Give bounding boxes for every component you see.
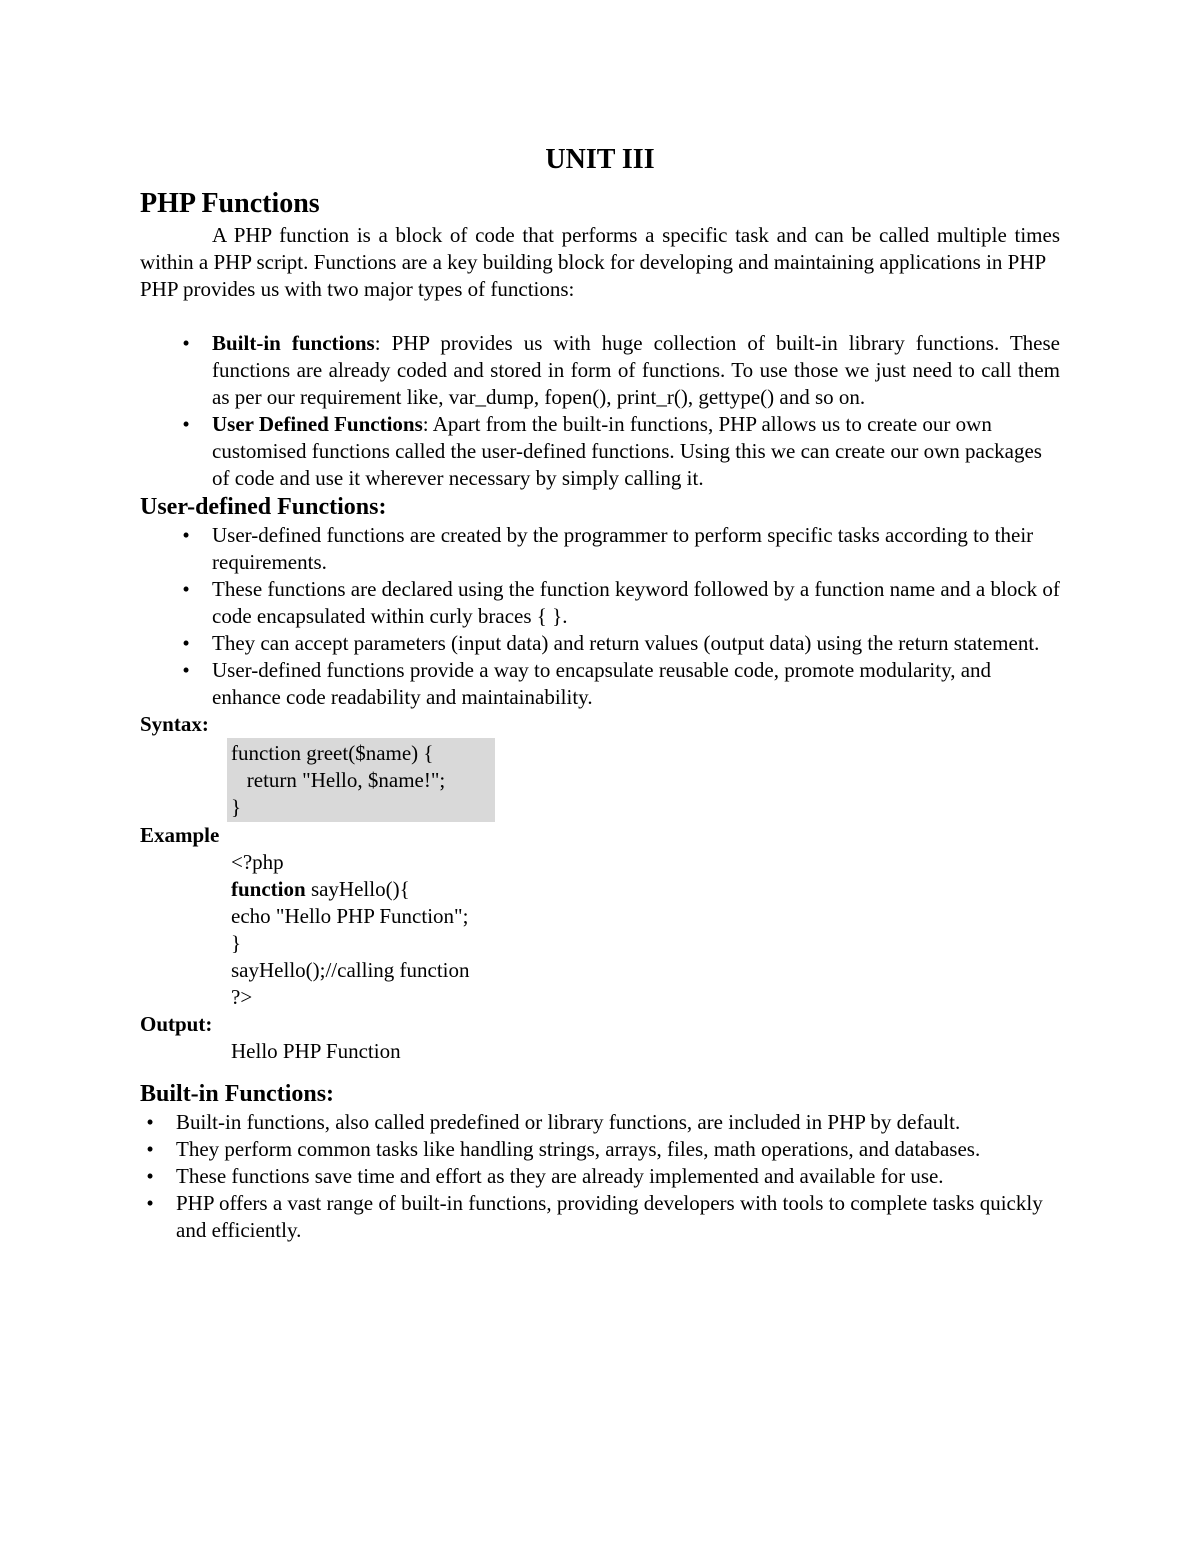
document-page bbox=[140, 140, 1060, 1244]
bullet-icon: • bbox=[182, 577, 190, 601]
list-item bbox=[176, 522, 1060, 576]
text-user-defined: : Apart from the built-in functions, PHP allows us to create our own customised functions called the user-defined functions. Using this we can create our own packages of code and use it wherever necessary by simply calling it. bbox=[212, 412, 1042, 490]
types-intro: PHP provides us with two major types of functions: bbox=[140, 277, 575, 301]
code-line: ?> bbox=[231, 985, 253, 1009]
unit-title: UNIT III bbox=[545, 144, 655, 175]
bullet-icon: • bbox=[146, 1137, 154, 1161]
output-label: Output: bbox=[140, 1012, 213, 1036]
bullet-icon: • bbox=[182, 331, 190, 355]
list-item-text: PHP offers a vast range of built-in functions, providing developers with tools to complete tasks quickly and efficiently. bbox=[176, 1191, 1043, 1242]
code-line: function greet($name) { bbox=[231, 741, 434, 765]
builtin-list bbox=[140, 1109, 1060, 1244]
list-item bbox=[176, 657, 1060, 711]
term-builtin: Built-in functions bbox=[212, 331, 375, 355]
text-builtin: : PHP provides us with huge collection of built-in library functions. These functions are already coded and stored in form of functions. To use those we just need to call them as per our requirement like, var_dump, fopen(), print_r(), gettype() and so on. bbox=[212, 331, 1060, 409]
list-item-text: Built-in functions, also called predefined or library functions, are included in PHP by default. bbox=[176, 1110, 961, 1134]
code-text: sayHello(){ bbox=[305, 877, 410, 901]
output-value: Hello PHP Function bbox=[231, 1039, 401, 1063]
list-item-text: They perform common tasks like handling strings, arrays, files, math operations, and databases. bbox=[176, 1137, 981, 1161]
bullet-icon: • bbox=[182, 631, 190, 655]
example-label: Example bbox=[140, 823, 220, 847]
list-item-text: These functions save time and effort as they are already implemented and available for use. bbox=[176, 1164, 944, 1188]
syntax-code-block bbox=[227, 738, 495, 822]
code-line bbox=[231, 876, 1060, 903]
list-item-user-defined-type bbox=[176, 411, 1060, 492]
example-code-block bbox=[231, 849, 1060, 1011]
code-keyword: function bbox=[231, 877, 306, 901]
code-line: } bbox=[231, 795, 242, 819]
list-item-text: They can accept parameters (input data) and return values (output data) using the return statement. bbox=[212, 631, 1040, 655]
bullet-icon: • bbox=[182, 412, 190, 436]
list-item bbox=[140, 1136, 1060, 1163]
code-line: <?php bbox=[231, 850, 284, 874]
bullet-icon: • bbox=[182, 523, 190, 547]
code-line: sayHello();//calling function bbox=[231, 958, 470, 982]
heading-builtin: Built-in Functions: bbox=[140, 1081, 335, 1107]
syntax-label: Syntax: bbox=[140, 712, 209, 736]
heading-user-defined: User-defined Functions: bbox=[140, 494, 387, 520]
list-item bbox=[140, 1190, 1060, 1244]
bullet-icon: • bbox=[146, 1110, 154, 1134]
intro-paragraph: A PHP function is a block of code that performs a specific task and can be called multiple times within a PHP script. Functions are a key building block for developing and maintaining applications in PHP bbox=[140, 223, 1060, 274]
list-item bbox=[140, 1109, 1060, 1136]
list-item-text: These functions are declared using the function keyword followed by a function name and a block of code encapsulated within curly braces { }. bbox=[212, 577, 1060, 628]
code-line: echo "Hello PHP Function"; bbox=[231, 904, 469, 928]
list-item bbox=[140, 1163, 1060, 1190]
code-line: } bbox=[231, 931, 242, 955]
heading-php-functions: PHP Functions bbox=[140, 188, 320, 219]
bullet-icon: • bbox=[182, 658, 190, 682]
list-item-text: User-defined functions provide a way to encapsulate reusable code, promote modularity, and enhance code readability and maintainability. bbox=[212, 658, 992, 709]
user-defined-list bbox=[176, 522, 1060, 711]
list-item bbox=[176, 576, 1060, 630]
list-item bbox=[176, 630, 1060, 657]
bullet-icon: • bbox=[146, 1191, 154, 1215]
list-item-text: User-defined functions are created by the programmer to perform specific tasks according to their requirements. bbox=[212, 523, 1034, 574]
list-item-builtin-type bbox=[176, 330, 1060, 411]
spacer bbox=[140, 303, 1060, 330]
term-user-defined: User Defined Functions bbox=[212, 412, 423, 436]
types-list bbox=[176, 330, 1060, 492]
bullet-icon: • bbox=[146, 1164, 154, 1188]
code-line: return "Hello, $name!"; bbox=[231, 768, 446, 792]
